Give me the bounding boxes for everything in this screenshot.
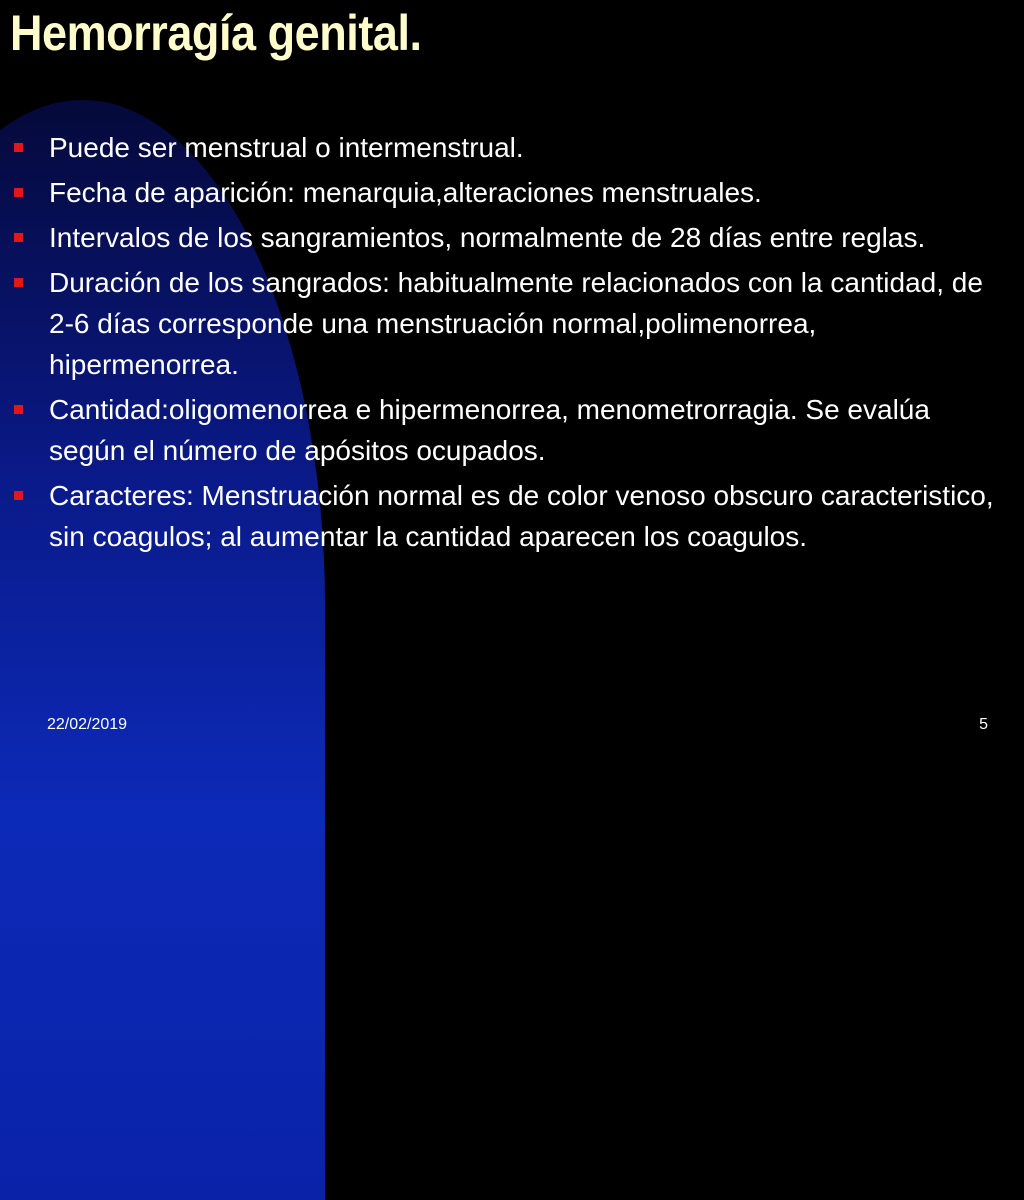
square-bullet-icon	[14, 405, 23, 414]
footer-date: 22/02/2019	[47, 716, 128, 733]
bullet-text: Caracteres: Menstruación normal es de color venoso obscuro caracteristico, sin coagulos; al aumentar la cantidad aparecen los coagulos.	[49, 480, 994, 552]
bullet-text: Duración de los sangrados: habitualmente relacionados con la cantidad, de 2-6 días corresponde una menstruación normal,polimenorrea, hipermenorrea.	[49, 267, 983, 380]
bullet-text: Cantidad:oligomenorrea e hipermenorrea, menometrorragia. Se evalúa según el número de apósitos ocupados.	[49, 394, 930, 466]
bullet-item	[14, 172, 1004, 213]
bullet-item	[14, 475, 1004, 557]
bullet-item	[14, 217, 1004, 258]
bullet-item	[14, 127, 1004, 168]
slide-title: Hemorragía genital.	[10, 5, 422, 61]
bullet-text: Intervalos de los sangramientos, normalmente de 28 días entre reglas.	[49, 222, 926, 253]
square-bullet-icon	[14, 233, 23, 242]
bullet-list	[14, 127, 1004, 561]
page-number: 5	[979, 716, 988, 733]
square-bullet-icon	[14, 143, 23, 152]
square-bullet-icon	[14, 188, 23, 197]
bullet-text: Puede ser menstrual o intermenstrual.	[49, 132, 524, 163]
bullet-text: Fecha de aparición: menarquia,alteraciones menstruales.	[49, 177, 762, 208]
square-bullet-icon	[14, 491, 23, 500]
bullet-item	[14, 262, 1004, 385]
bullet-item	[14, 389, 1004, 471]
square-bullet-icon	[14, 278, 23, 287]
